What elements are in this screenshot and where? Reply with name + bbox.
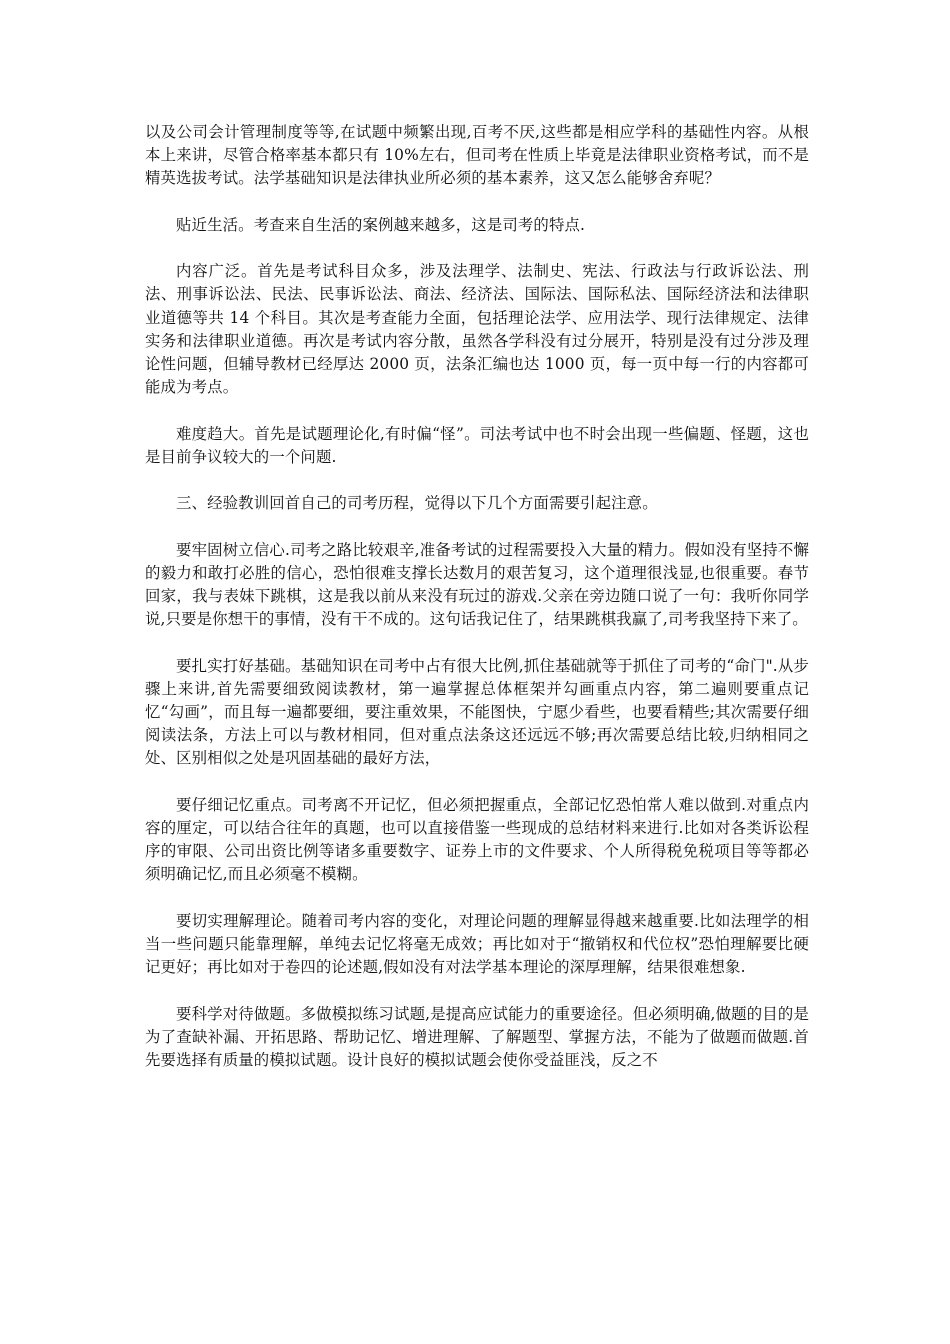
paragraph-close-to-life: 贴近生活。考查来自生活的案例越来越多，这是司考的特点. [176, 215, 586, 234]
paragraph-broad-content: 内容广泛。首先是考试科目众多，涉及法理学、法制史、宪法、行政法与行政诉讼法、刑法、刑事诉讼法、民法、民事诉讼法、商法、经济法、国际法、国际私法、国际经济法和法律职业道德等共 14 个科目。其次是考查能力全面，包括理论法学、应用法学、现行法律规定、法律实务和法律职业道德。再次是考试内容分散，虽然各学科没有过分展开，特别是没有过分涉及理论性问题，但辅导教材已经厚达 2000 页，法条汇编也达 1000 页，每一页中每一行的内容都可能成为考点。 [145, 262, 809, 397]
paragraph-practice-questions: 要科学对待做题。多做模拟练习试题,是提高应试能力的重要途径。但必须明确,做题的目的是为了查缺补漏、开拓思路、帮助记忆、增进理解、了解题型、掌握方法，不能为了做题而做题.首先要选择有质量的模拟试题。设计良好的模拟试题会使你受益匪浅，反之不 [145, 1004, 809, 1069]
document-body [145, 121, 809, 1072]
paragraph-build-confidence: 要牢固树立信心.司考之路比较艰辛,准备考试的过程需要投入大量的精力。假如没有坚持不懈的毅力和敢打必胜的信心，恐怕很难支撑长达数月的艰苦复习，这个道理很浅显,也很重要。春节回家，我与表妹下跳棋，这是我以前从来没有玩过的游戏.父亲在旁边随口说了一句：我听你同学说,只要是你想干的事情，没有干不成的。这句话我记住了，结果跳棋我赢了,司考我坚持下来了。 [145, 540, 809, 629]
section-heading-lessons: 三、经验教训回首自己的司考历程，觉得以下几个方面需要引起注意。 [176, 494, 658, 513]
paragraph-understand-theory: 要切实理解理论。随着司考内容的变化，对理论问题的理解显得越来越重要.比如法理学的相当一些问题只能靠理解，单纯去记忆将毫无成效；再比如对于“撤销权和代位权”恐怕理解要比硬记更好；再比如对于卷四的论述题,假如没有对法学基本理论的深厚理解，结果很难想象. [145, 911, 809, 977]
paragraph-foundation-knowledge: 以及公司会计管理制度等等,在试题中频繁出现,百考不厌,这些都是相应学科的基础性内容。从根本上来讲，尽管合格率基本都只有 10%左右，但司考在性质上毕竟是法律职业资格考试，而不是精英选拔考试。法学基础知识是法律执业所必须的基本素养，这又怎么能够舍弃呢？ [145, 123, 809, 188]
paragraph-memorize-key-points: 要仔细记忆重点。司考离不开记忆，但必须把握重点，全部记忆恐怕常人难以做到.对重点内容的厘定，可以结合往年的真题，也可以直接借鉴一些现成的总结材料来进行.比如对各类诉讼程序的审限、公司出资比例等诸多重要数字、证券上市的文件要求、个人所得税免税项目等等都必须明确记忆,而且必须毫不模糊。 [145, 795, 809, 884]
paragraph-increasing-difficulty: 难度趋大。首先是试题理论化,有时偏“怪”。司法考试中也不时会出现一些偏题、怪题，这也是目前争议较大的一个问题. [145, 424, 809, 466]
paragraph-solid-foundation: 要扎实打好基础。基础知识在司考中占有很大比例,抓住基础就等于抓住了司考的“命门".从步骤上来讲,首先需要细致阅读教材，第一遍掌握总体框架并勾画重点内容，第二遍则要重点记忆“勾画”，而且每一遍都要细，要注重效果，不能图快，宁愿少看些，也要看精些;其次需要仔细阅读法条，方法上可以与教材相同，但对重点法条这还远远不够;再次需要总结比较,归纳相同之处、区别相似之处是巩固基础的最好方法， [145, 656, 809, 768]
